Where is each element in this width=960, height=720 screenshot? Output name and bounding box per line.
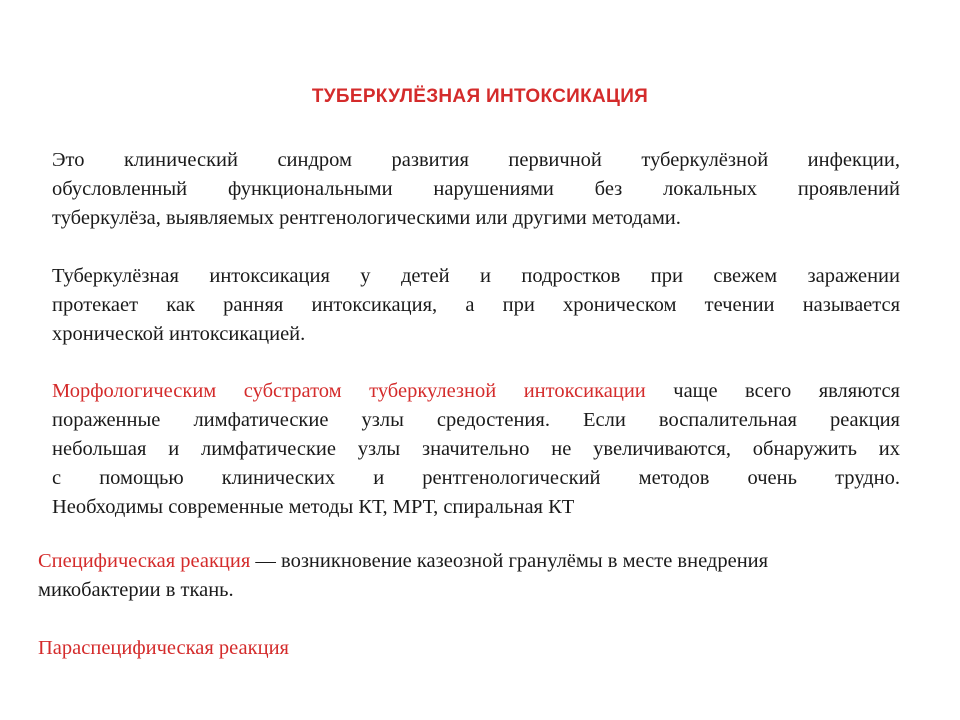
paraspecific-reaction-paragraph bbox=[38, 634, 289, 663]
paragraph-line: с помощью клинических и рентгенологический методов очень трудно. bbox=[52, 467, 900, 489]
paragraph-line: небольшая и лимфатические узлы значительно не увеличиваются, обнаружить их bbox=[52, 438, 900, 460]
paragraph-line: микобактерии в ткань. bbox=[38, 579, 234, 601]
highlight-term: Параспецифическая реакция bbox=[38, 637, 289, 659]
paragraph-line: туберкулёза, выявляемых рентгенологическими или другими методами. bbox=[52, 207, 681, 229]
paragraph-line: хронической интоксикацией. bbox=[52, 323, 306, 345]
paragraph-line: Это клинический синдром развития первичной туберкулёзной инфекции, bbox=[52, 149, 900, 171]
specific-reaction-paragraph bbox=[38, 547, 908, 605]
definition-paragraph bbox=[52, 146, 900, 233]
forms-paragraph bbox=[52, 262, 900, 349]
paragraph-line bbox=[52, 377, 900, 406]
paragraph-line: пораженные лимфатические узлы средостения. Если воспалительная реакция bbox=[52, 409, 900, 431]
paragraph-line bbox=[38, 547, 908, 576]
morphology-paragraph bbox=[52, 377, 900, 522]
paragraph-line: обусловленный функциональными нарушениями без локальных проявлений bbox=[52, 178, 900, 200]
highlight-term: Специфическая реакция bbox=[38, 550, 251, 572]
paragraph-text: чаще всего являются bbox=[645, 380, 900, 402]
slide-title: ТУБЕРКУЛЁЗНАЯ ИНТОКСИКАЦИЯ bbox=[311, 86, 649, 107]
paragraph-line: Туберкулёзная интоксикация у детей и подростков при свежем заражении bbox=[52, 265, 900, 287]
paragraph-line: Необходимы современные методы КТ, МРТ, спиральная КТ bbox=[52, 496, 575, 518]
paragraph-line: протекает как ранняя интоксикация, а при хроническом течении называется bbox=[52, 294, 900, 316]
highlight-term: Морфологическим субстратом туберкулезной интоксикации bbox=[52, 380, 646, 402]
paragraph-text: — возникновение казеозной гранулёмы в месте внедрения bbox=[250, 550, 769, 572]
